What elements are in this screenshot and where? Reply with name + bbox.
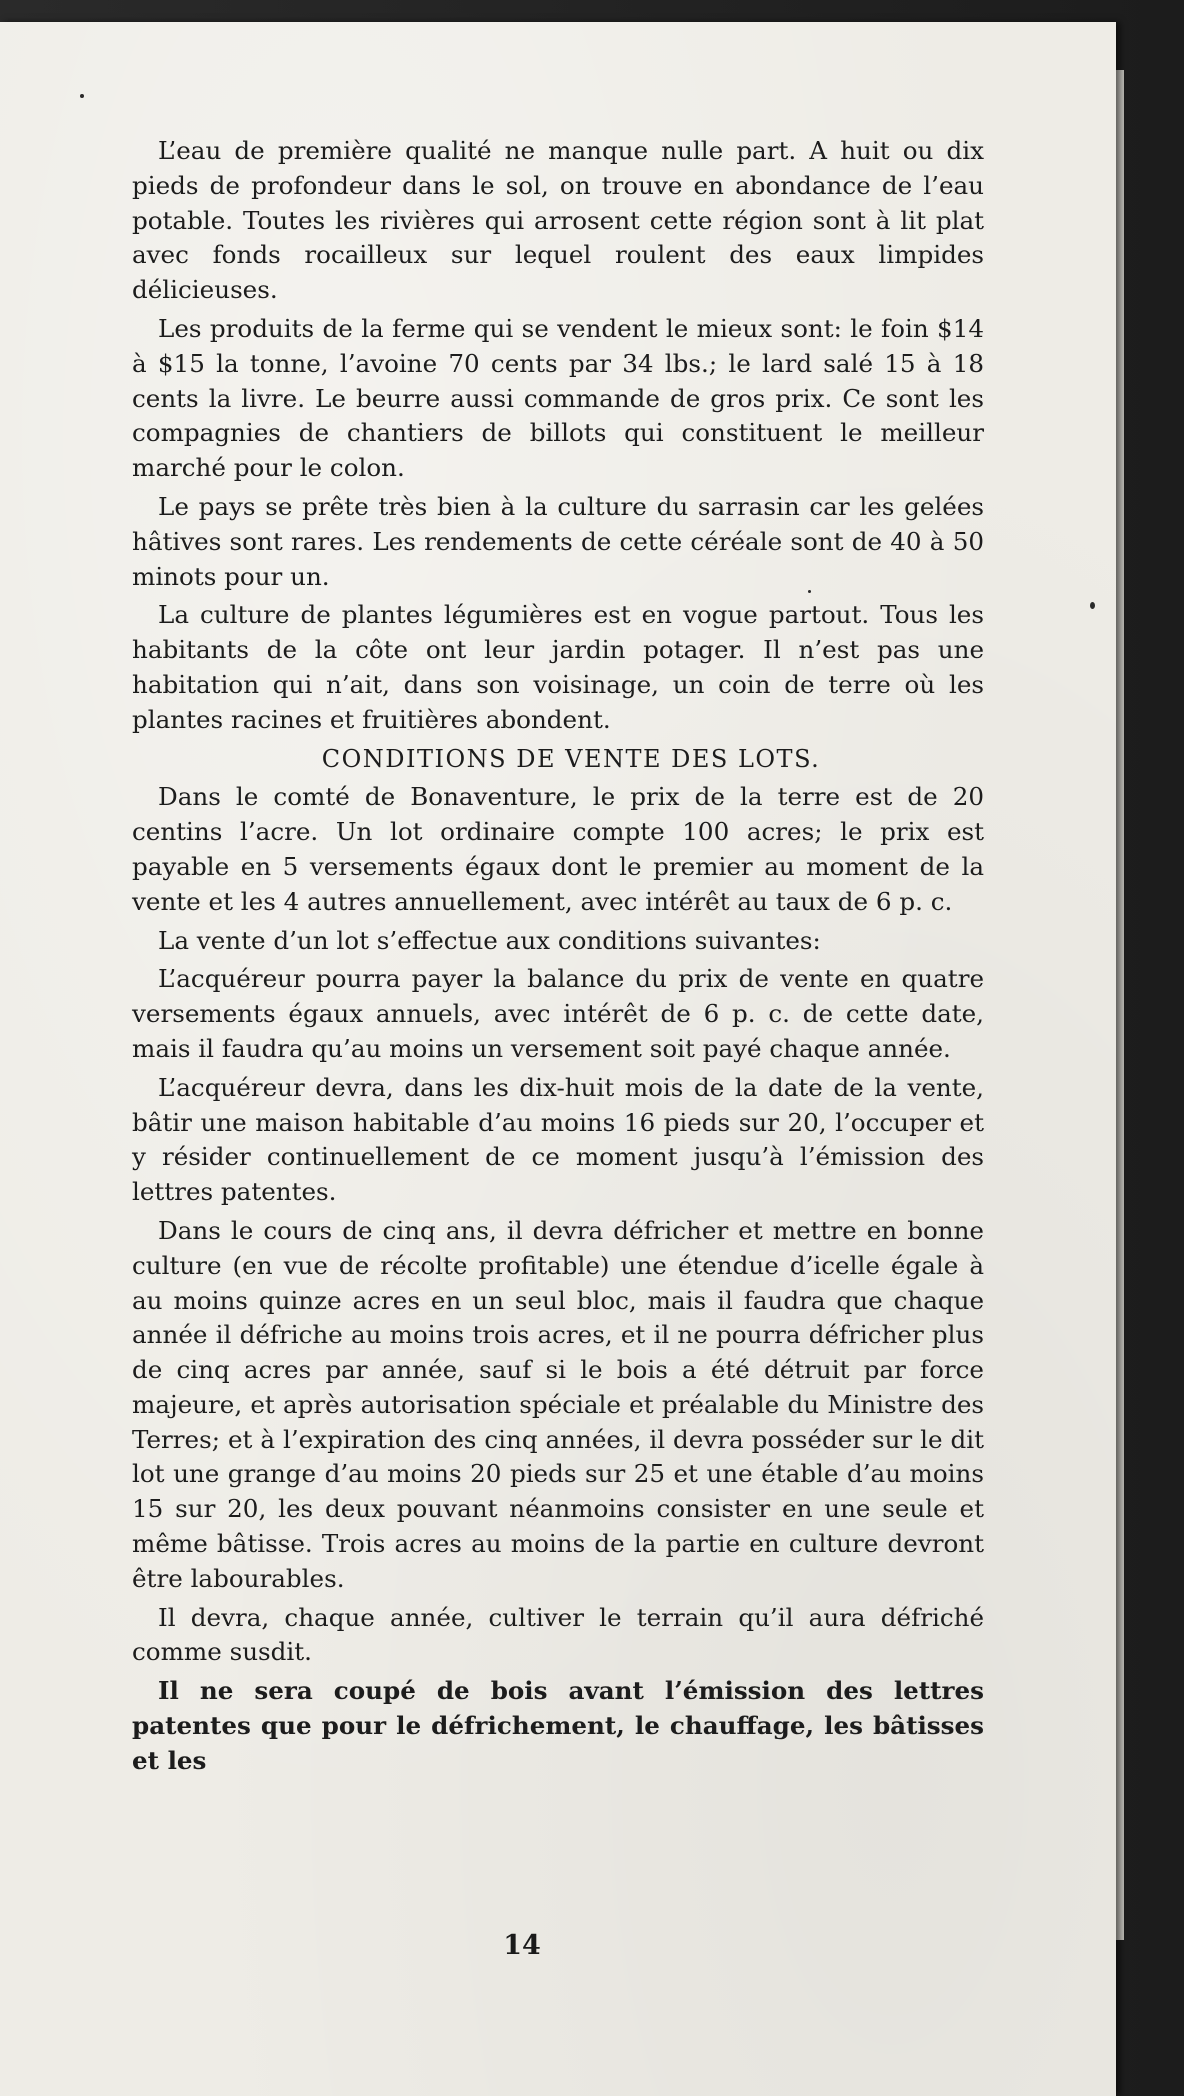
document-page <box>0 22 1116 2096</box>
body-text <box>132 134 984 1783</box>
paragraph-sale-conditions: La vente d’un lot s’effectue aux conditions suivantes: <box>158 925 821 955</box>
paragraph-vegetables: La culture de plantes légumières est en vogue partout. Tous les habitants de la côte ont leur jardin potager. Il n’est pas une habitation qui n’ait, dans son voisinage, un coin de terre où les plantes racines et fruitières abondent. <box>132 600 984 734</box>
paragraph-clearing: Dans le cours de cinq ans, il devra défricher et mettre en bonne culture (en vue de récolte profitable) une étendue d’icelle égale à au moins quinze acres en un seul bloc, mais il faudra que chaque année il défriche au moins trois acres, et il ne pourra défricher plus de cinq acres par année, sauf si le bois a été détruit par force majeure, et après autorisation spéciale et préalable du Ministre des Terres; et à l’expiration des cinq années, il devra posséder sur le dit lot une grange d’au moins 20 pieds sur 25 et une étable d’au moins 15 sur 20, les deux pouvant néanmoins consister en une seule et même bâtisse. Trois acres au moins de la partie en culture devront être labourables. <box>132 1215 984 1593</box>
section-heading: CONDITIONS DE VENTE DES LOTS. <box>321 744 821 773</box>
paragraph-buckwheat: Le pays se prête très bien à la culture du sarrasin car les gelées hâtives sont rares. Les rendements de cette céréale sont de 40 à 50 minots pour un. <box>132 491 984 591</box>
paragraph-wood-cutting: Il ne sera coupé de bois avant l’émission des lettres patentes que pour le défrichement, le chauffage, les bâtisses et les <box>132 1676 984 1775</box>
paragraph-payments: L’acquéreur pourra payer la balance du prix de vente en quatre versements égaux annuels, avec intérêt de 6 p. c. de cette date, mais il faudra qu’au moins un versement soit payé chaque année. <box>132 964 984 1063</box>
dust-speck <box>808 590 811 593</box>
paragraph-land-price: Dans le comté de Bonaventure, le prix de la terre est de 20 centins l’acre. Un lot ordinaire compte 100 acres; le prix est payable en 5 versements égaux dont le premier au moment de la vente et les 4 autres annuellement, avec intérêt au taux de 6 p. c. <box>132 782 984 916</box>
dust-speck <box>80 94 84 98</box>
paragraph-house: L’acquéreur devra, dans les dix-huit mois de la date de la vente, bâtir une maison habitable d’au moins 16 pieds sur 20, l’occuper et y résider continuellement de ce moment jusqu’à l’émission des lettres patentes. <box>132 1072 984 1207</box>
paragraph-water: L’eau de première qualité ne manque nulle part. A huit ou dix pieds de profondeur dans le sol, on trouve en abondance de l’eau potable. Toutes les rivières qui arrosent cette région sont à lit plat avec fonds rocailleux sur lequel roulent des eaux limpides délicieuses. <box>132 136 984 305</box>
paragraph-farm-products: Les produits de la ferme qui se vendent le mieux sont: le foin $14 à $15 la tonne, l’avoine 70 cents par 34 lbs.; le lard salé 15 à 18 cents la livre. Le beurre aussi commande de gros prix. Ce sont les compagnies de chantiers de billots qui constituent le meilleur marché pour le colon. <box>132 313 984 483</box>
page-number: 14 <box>503 1930 541 1961</box>
dust-speck <box>1090 602 1095 609</box>
paragraph-cultivation: Il devra, chaque année, cultiver le terrain qu’il aura défriché comme susdit. <box>132 1602 984 1667</box>
